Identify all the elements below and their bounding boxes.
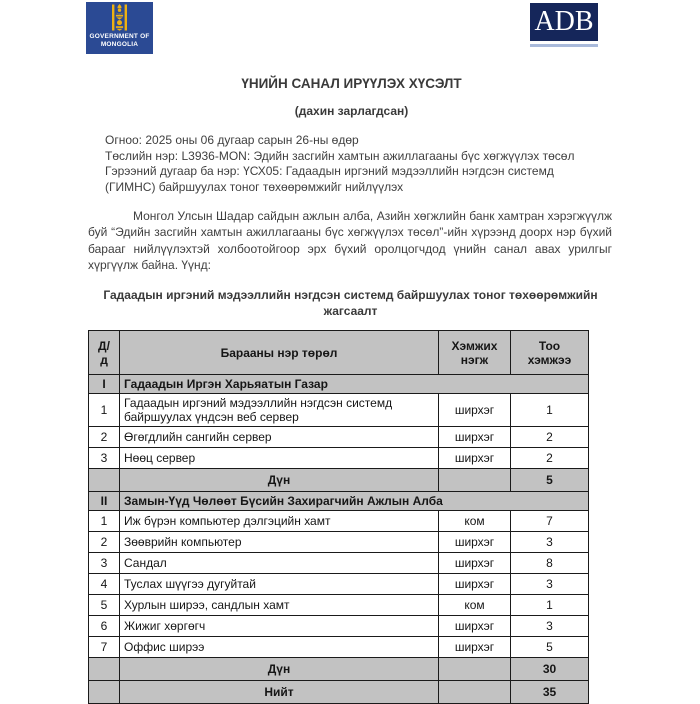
section-row — [89, 492, 589, 511]
cell-total-label: Дүн — [120, 658, 439, 681]
intro-paragraph: Монгол Улсын Шадар сайдын ажлын алба, Азийн хөгжлийн банк хамтран хэрэгжүүлж буй “Эдийн засгийн хамтын ажиллагааны бүс хөгжүүлэх төсөл”-ийн хүрээнд доорх нэр бүхий барааг нийлүүлэхтэй холбоотойгоор эрх бүхий оролцогчдод үнийн санал авах урилгыг хүргүүлж байна. Үүнд: — [88, 209, 612, 273]
cell-no: 2 — [89, 427, 120, 448]
adb-logo-underline — [530, 44, 598, 47]
cell-qty: 3 — [511, 616, 589, 637]
section-row — [89, 375, 589, 394]
header-cell-no: Д/д — [89, 331, 120, 375]
cell-no — [89, 469, 120, 492]
cell-name: Гадаадын иргэний мэдээллийн нэгдсэн системд байршуулах үндсэн веб сервер — [120, 394, 439, 427]
items-table — [88, 330, 589, 704]
cell-name: Зөөврийн компьютер — [120, 532, 439, 553]
cell-name: Жижиг хөргөгч — [120, 616, 439, 637]
total-row — [89, 681, 589, 704]
item-row — [89, 553, 589, 574]
item-row — [89, 616, 589, 637]
gov-logo-text-line1: GOVERNMENT OF — [89, 33, 150, 40]
cell-name: Өгөгдлийн сангийн сервер — [120, 427, 439, 448]
cell-no: 1 — [89, 511, 120, 532]
cell-qty: 3 — [511, 574, 589, 595]
cell-name: Хурлын ширээ, сандлын хамт — [120, 595, 439, 616]
cell-qty: 1 — [511, 595, 589, 616]
cell-section-name: Гадаадын Иргэн Харьяатын Газар — [120, 375, 589, 394]
cell-no: 6 — [89, 616, 120, 637]
total-row — [89, 658, 589, 681]
cell-no: 3 — [89, 553, 120, 574]
total-row — [89, 469, 589, 492]
cell-unit: ширхэг — [439, 553, 511, 574]
adb-logo — [530, 3, 598, 47]
item-row — [89, 574, 589, 595]
cell-unit — [439, 681, 511, 704]
cell-qty: 2 — [511, 427, 589, 448]
meta-line: Гэрээний дугаар ба нэр: ҮСХ05: Гадаадын иргэний мэдээллийн нэгдсэн системд — [105, 164, 554, 178]
item-row — [89, 394, 589, 427]
cell-unit: ширхэг — [439, 637, 511, 658]
cell-qty: 7 — [511, 511, 589, 532]
cell-total-label: Нийт — [120, 681, 439, 704]
cell-unit: ширхэг — [439, 532, 511, 553]
cell-total-qty: 30 — [511, 658, 589, 681]
cell-qty: 3 — [511, 532, 589, 553]
cell-qty: 5 — [511, 637, 589, 658]
cell-no: 2 — [89, 532, 120, 553]
item-row — [89, 532, 589, 553]
meta-line: Төслийн нэр: L3936-MON: Эдийн засгийн хамтын ажиллагааны бүс хөгжүүлэх төсөл — [105, 148, 575, 163]
cell-section-no: I — [89, 375, 120, 394]
header-cell-unit: Хэмжих нэгж — [439, 331, 511, 375]
cell-unit: ширхэг — [439, 574, 511, 595]
document-title: ҮНИЙН САНАЛ ИРҮҮЛЭХ ХҮСЭЛТ — [241, 76, 462, 91]
cell-name: Нөөц сервер — [120, 448, 439, 469]
cell-unit: ком — [439, 511, 511, 532]
cell-name: Сандал — [120, 553, 439, 574]
cell-no: 7 — [89, 637, 120, 658]
meta-line: (ГИМНС) байршуулах тоног төхөөрөмжийг нийлүүлэх — [105, 179, 404, 194]
item-row — [89, 595, 589, 616]
cell-unit: ширхэг — [439, 394, 511, 427]
header-cell-qty: Тоо хэмжээ — [511, 331, 589, 375]
cell-total-qty: 35 — [511, 681, 589, 704]
document-subtitle: (дахин зарлагдсан) — [294, 104, 409, 118]
cell-no: 1 — [89, 394, 120, 427]
item-row — [89, 427, 589, 448]
cell-qty: 1 — [511, 394, 589, 427]
adb-logo-text: ADB — [530, 3, 598, 41]
cell-no: 5 — [89, 595, 120, 616]
cell-no — [89, 658, 120, 681]
table-header-row — [89, 331, 589, 375]
cell-no: 4 — [89, 574, 120, 595]
cell-unit — [439, 658, 511, 681]
cell-unit: ком — [439, 595, 511, 616]
government-of-mongolia-logo — [86, 2, 153, 54]
cell-total-qty: 5 — [511, 469, 589, 492]
item-row — [89, 511, 589, 532]
cell-section-name: Замын-Үүд Чөлөөт Бүсийн Захирагчийн Ажлын Алба — [120, 492, 589, 511]
gov-logo-text-line2: MONGOLIA — [100, 41, 139, 48]
cell-no — [89, 681, 120, 704]
document-meta — [105, 133, 620, 195]
cell-unit: ширхэг — [439, 616, 511, 637]
table-title: Гадаадын иргэний мэдээллийн нэгдсэн системд байршуулах тоног төхөөрөмжийн жагсаалт — [103, 288, 598, 318]
cell-qty: 8 — [511, 553, 589, 574]
cell-unit — [439, 469, 511, 492]
soyombo-icon — [112, 4, 127, 31]
cell-name: Иж бүрэн компьютер дэлгэцийн хамт — [120, 511, 439, 532]
cell-unit: ширхэг — [439, 427, 511, 448]
cell-name: Оффис ширээ — [120, 637, 439, 658]
item-row — [89, 637, 589, 658]
item-row — [89, 448, 589, 469]
cell-no: 3 — [89, 448, 120, 469]
cell-unit: ширхэг — [439, 448, 511, 469]
cell-qty: 2 — [511, 448, 589, 469]
cell-name: Туслах шүүгээ дугуйтай — [120, 574, 439, 595]
table-body — [89, 375, 589, 704]
meta-line: Огноо: 2025 оны 06 дугаар сарын 26-ны өдөр — [105, 133, 359, 147]
cell-total-label: Дүн — [120, 469, 439, 492]
cell-section-no: II — [89, 492, 120, 511]
header-cell-name: Барааны нэр төрөл — [120, 331, 439, 375]
